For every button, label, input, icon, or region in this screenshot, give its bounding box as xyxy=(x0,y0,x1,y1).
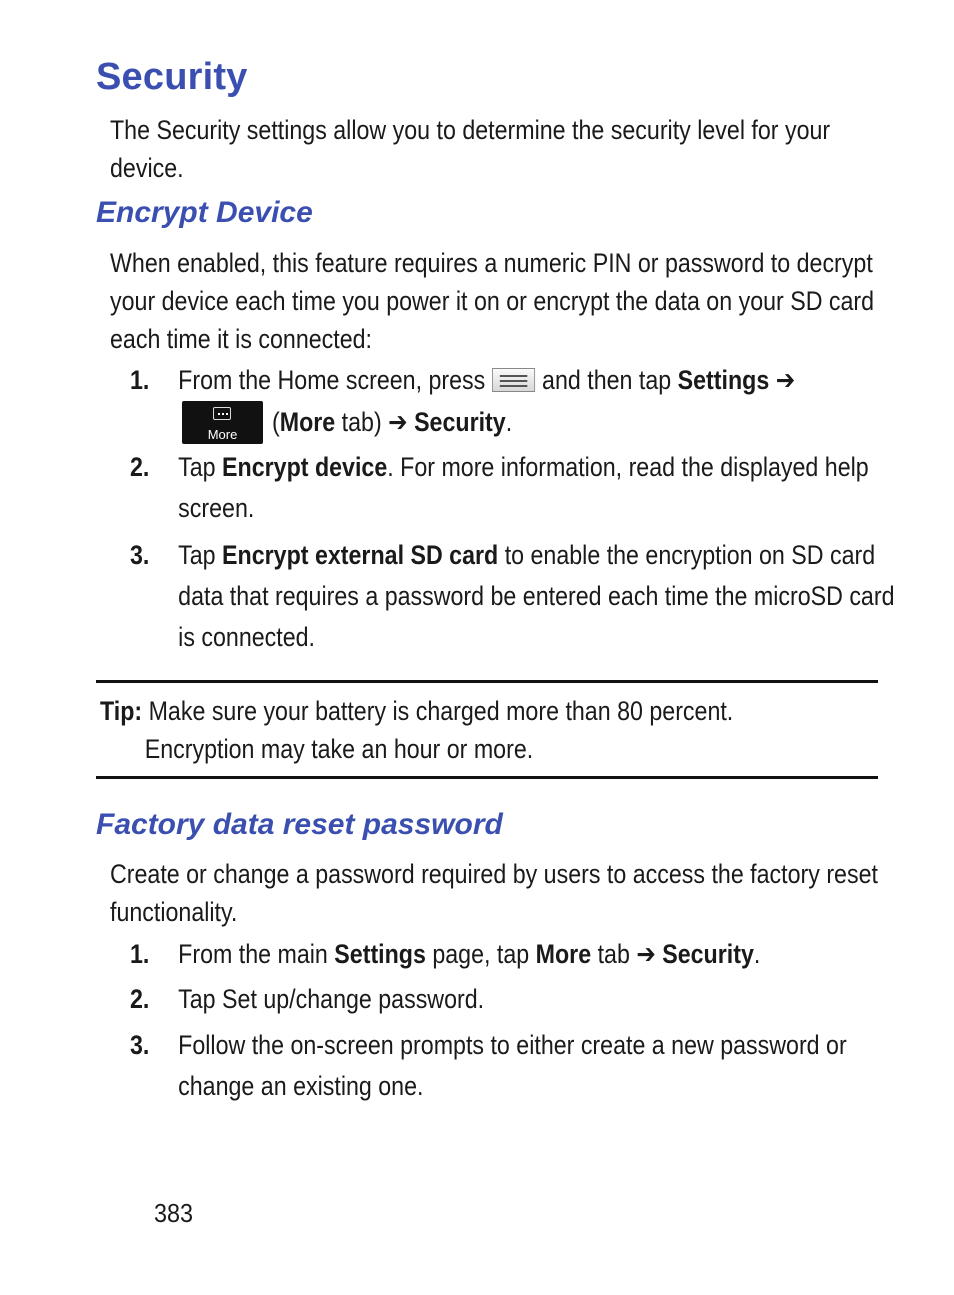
step-number: 2. xyxy=(130,452,150,482)
step-text: . For more information, read the displayed help screen. xyxy=(178,452,869,523)
step-text: From the main xyxy=(178,939,335,969)
encrypt-device-intro: When enabled, this feature requires a numeric PIN or password to decrypt your device each time you power it on or encrypt the data on your SD card each time it is connected: xyxy=(110,248,875,354)
step-number: 3. xyxy=(130,1030,150,1060)
more-tab-icon xyxy=(182,401,263,444)
factory-step-1 xyxy=(130,934,904,975)
security-label: Security xyxy=(414,407,506,437)
tip-top-rule xyxy=(96,680,878,683)
factory-reset-intro: Create or change a password required by users to access the factory reset functionality. xyxy=(110,859,878,927)
security-intro: The Security settings allow you to determine the security level for your device. xyxy=(110,115,831,183)
tip-box xyxy=(100,692,874,768)
step-text: Tap Set up/change password. xyxy=(178,984,485,1014)
more-label: More xyxy=(535,939,592,969)
step-number: 3. xyxy=(130,540,150,570)
step-text: Follow the on-screen prompts to either create a new password or change an existing one. xyxy=(178,1030,847,1101)
period: . xyxy=(753,939,761,969)
menu-key-icon xyxy=(492,368,535,392)
encrypt-step-2 xyxy=(130,447,904,529)
step-text: From the Home screen, press xyxy=(178,365,486,395)
encrypt-sd-label: Encrypt external SD card xyxy=(222,540,499,570)
more-dots-icon xyxy=(213,407,231,420)
step-text: page, tap xyxy=(425,939,536,969)
encrypt-step-1 xyxy=(130,360,904,401)
step-number: 1. xyxy=(130,365,150,395)
security-label: Security xyxy=(662,939,754,969)
factory-step-2 xyxy=(130,979,904,1020)
encrypt-step-1-cont xyxy=(272,402,954,443)
factory-step-3 xyxy=(130,1025,904,1107)
step-number: 1. xyxy=(130,939,150,969)
settings-label: Settings xyxy=(677,365,770,395)
tip-text: Make sure your battery is charged more than 80 percent. xyxy=(142,696,734,726)
encrypt-device-label: Encrypt device xyxy=(222,452,388,482)
arrow-right-icon: ➔ xyxy=(775,365,796,395)
step-text: and then tap xyxy=(542,365,672,395)
step-text: to enable the encryption on SD card data that requires a password be entered each time the microSD card is connected. xyxy=(178,540,895,652)
step-text: Tap xyxy=(178,540,223,570)
factory-reset-heading: Factory data reset password xyxy=(96,808,503,841)
step-text: tab xyxy=(591,939,637,969)
encrypt-device-heading: Encrypt Device xyxy=(96,196,313,229)
step-text: Tap xyxy=(178,452,223,482)
tip-label: Tip: xyxy=(100,696,143,726)
page-title: Security xyxy=(96,56,248,98)
page-number: 383 xyxy=(154,1198,194,1228)
tip-text-line2: Encryption may take an hour or more. xyxy=(144,734,534,764)
tab-text: tab) xyxy=(335,407,382,437)
step-number: 2. xyxy=(130,984,150,1014)
more-label: More xyxy=(279,407,336,437)
period: . xyxy=(505,407,513,437)
more-icon-label: More xyxy=(207,427,238,442)
encrypt-step-3 xyxy=(130,535,904,658)
paren: ( xyxy=(272,407,280,437)
arrow-right-icon: ➔ xyxy=(636,939,656,969)
settings-label: Settings xyxy=(334,939,426,969)
tip-bottom-rule xyxy=(96,776,878,779)
arrow-right-icon: ➔ xyxy=(388,407,408,437)
